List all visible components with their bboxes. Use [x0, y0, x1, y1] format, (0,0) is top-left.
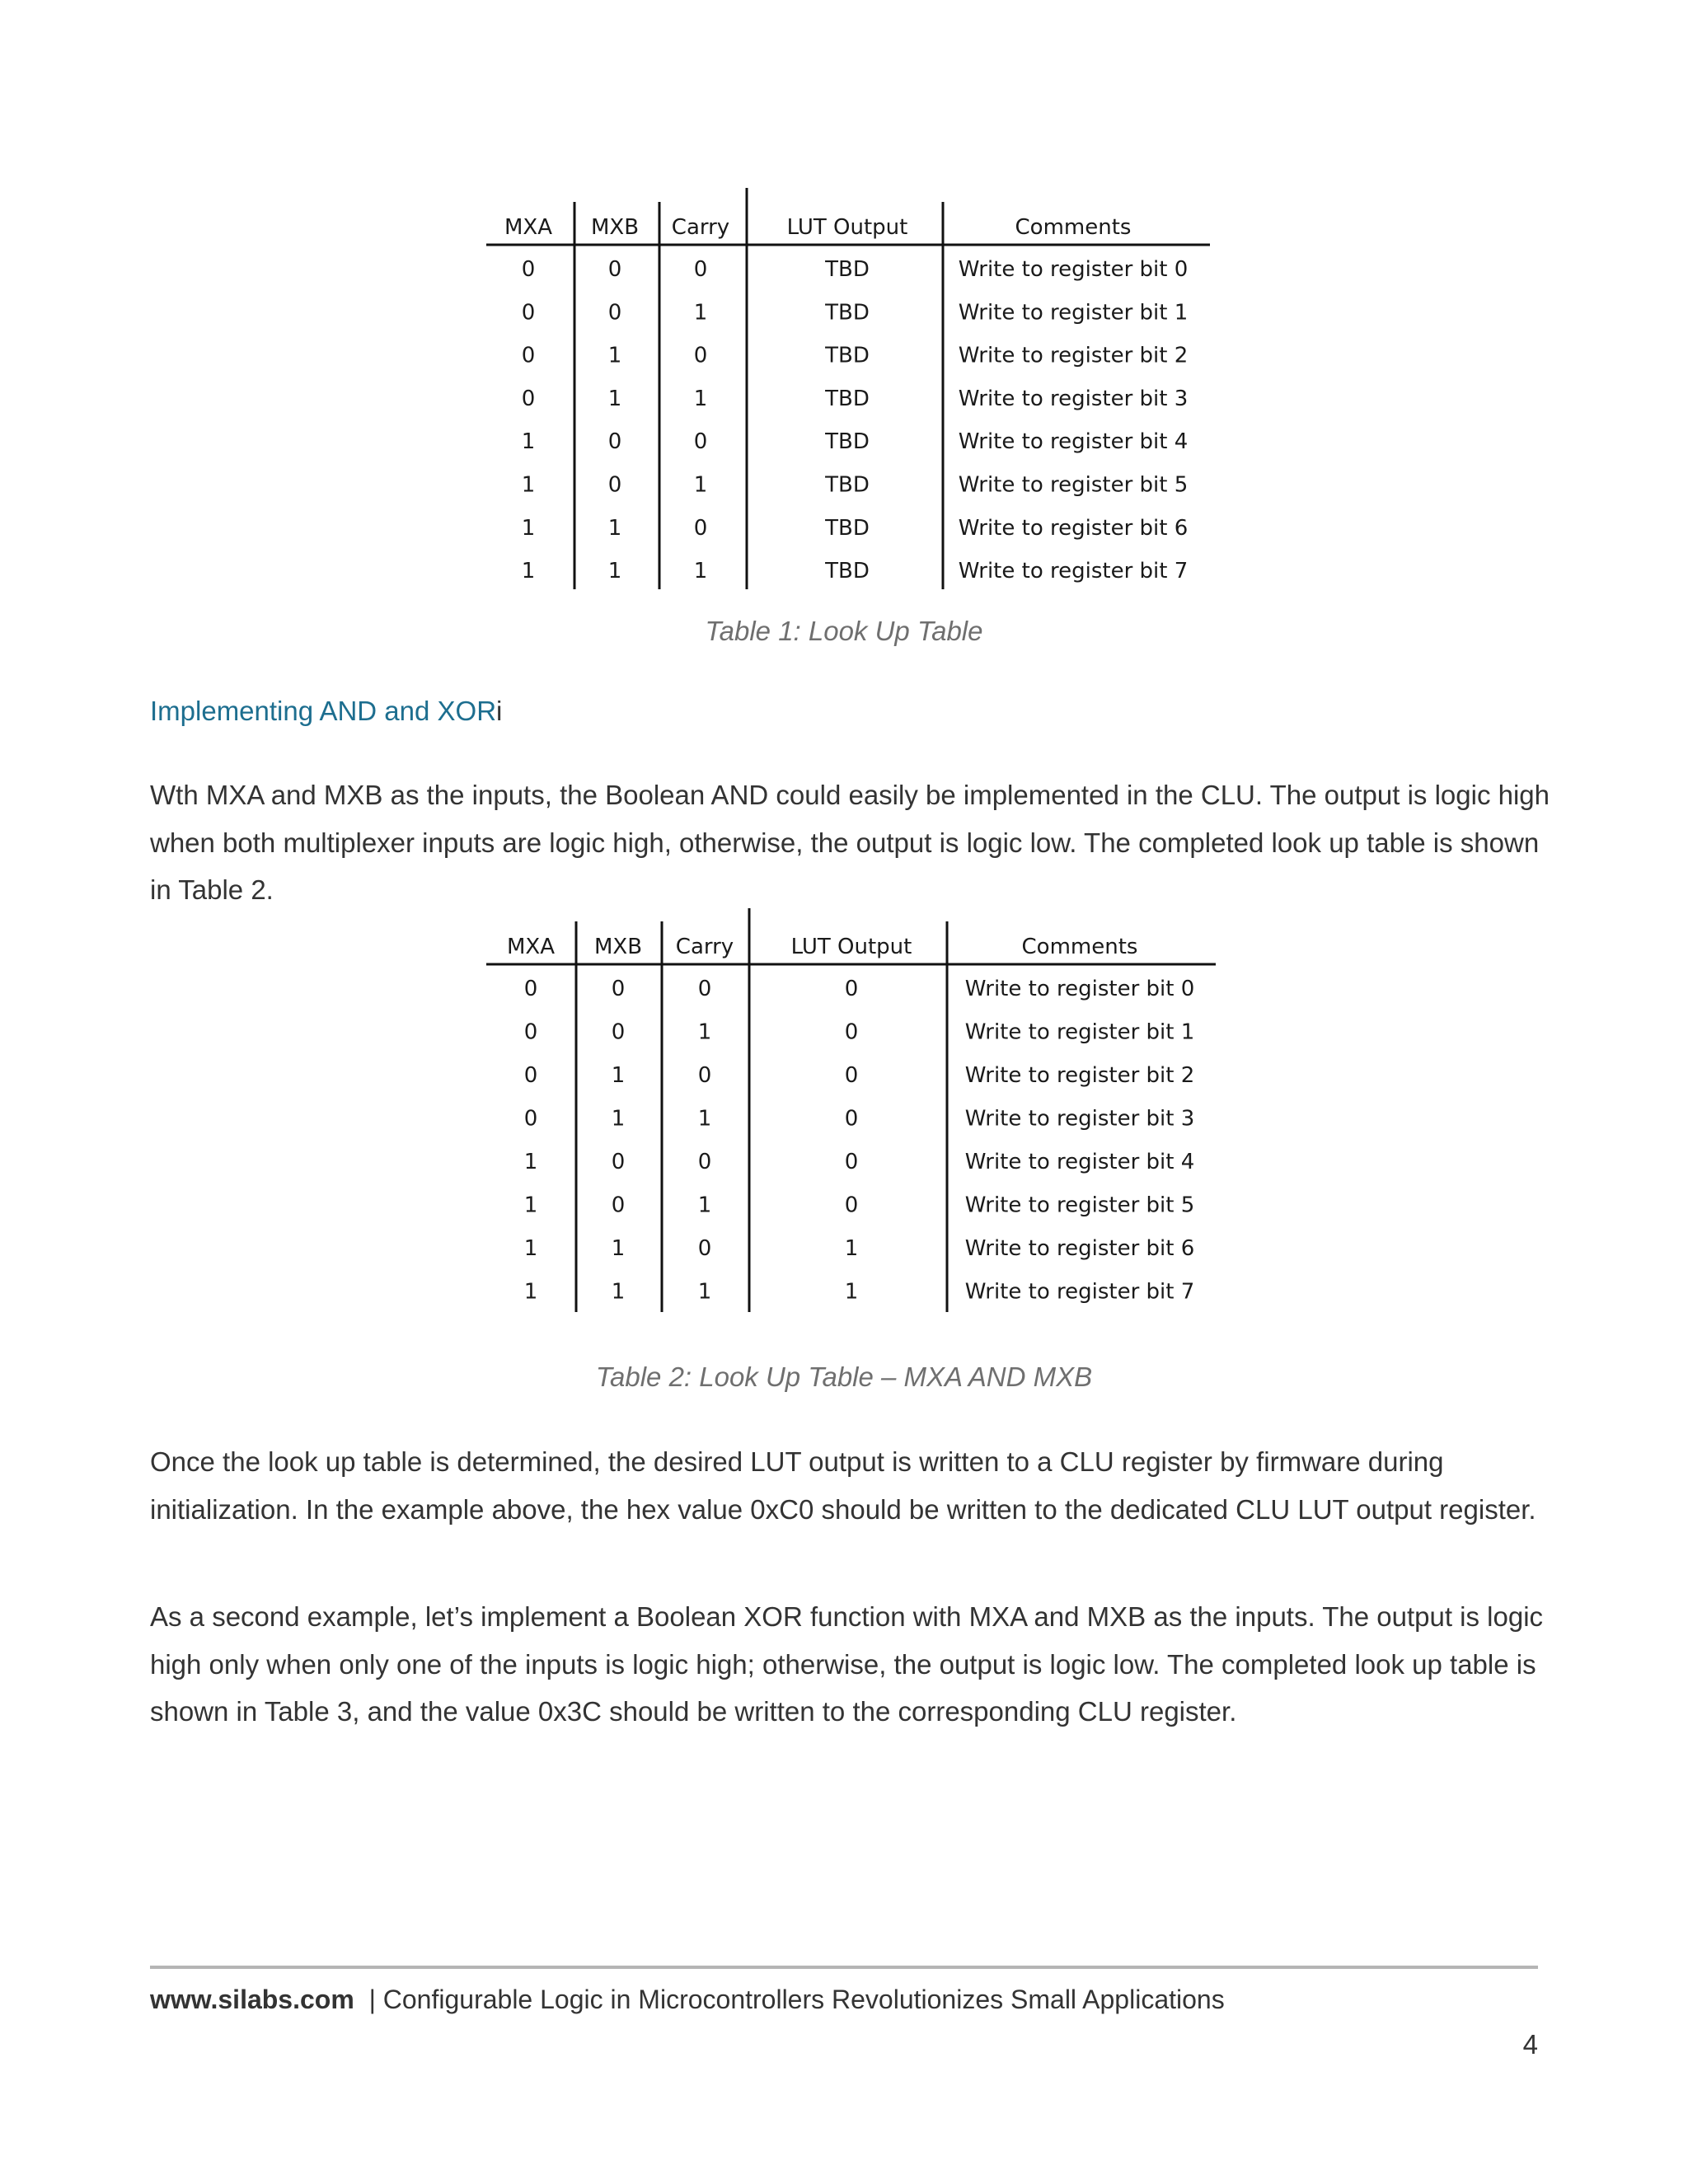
- table-1-caption: Table 1: Look Up Table: [705, 616, 983, 646]
- table-cell: 1: [521, 429, 536, 455]
- table-cell: Write to register bit 1: [964, 1019, 1195, 1045]
- table-header-cell: Carry: [671, 215, 730, 240]
- table-cell: 0: [697, 977, 712, 1001]
- table-cell: Write to register bit 0: [964, 977, 1195, 1001]
- table-cell: 1: [611, 1106, 626, 1132]
- table-cell: 1: [844, 1279, 859, 1305]
- table-cell: Write to register bit 2: [958, 343, 1189, 368]
- table-header-cell: Carry: [675, 935, 734, 959]
- table-cell: TBD: [825, 386, 870, 411]
- table-cell: 1: [693, 472, 708, 498]
- table-cell: 0: [697, 1063, 712, 1088]
- table-cell: 1: [697, 1193, 712, 1218]
- table-cell: 0: [521, 343, 536, 368]
- table-cell: 0: [523, 1019, 538, 1045]
- table-cell: 0: [521, 386, 536, 411]
- table-cell: 0: [611, 1019, 626, 1045]
- table-cell: TBD: [825, 515, 870, 541]
- table-cell: 0: [607, 429, 622, 455]
- table-cell: 0: [844, 977, 859, 1001]
- section-heading-tail: i: [496, 696, 503, 726]
- table-header-cell: LUT Output: [790, 935, 912, 959]
- table-cell: Write to register bit 5: [958, 472, 1189, 498]
- table-cell: 1: [844, 1236, 859, 1261]
- table-cell: 0: [844, 1063, 859, 1088]
- table-cell: TBD: [825, 257, 870, 282]
- table-cell: 1: [607, 559, 622, 584]
- table-cell: 0: [523, 1063, 538, 1088]
- table-cell: 1: [607, 343, 622, 368]
- table-cell: 1: [523, 1150, 538, 1174]
- table-cell: 0: [611, 1193, 626, 1218]
- page-number: 4: [1522, 2029, 1538, 2060]
- table-cell: 1: [611, 1279, 626, 1305]
- lookup-table-2: [486, 908, 1216, 1312]
- table-cell: Write to register bit 2: [964, 1063, 1195, 1088]
- table-cell: 0: [693, 257, 708, 282]
- table-cell: 1: [693, 386, 708, 411]
- table-cell: Write to register bit 7: [958, 559, 1189, 584]
- table-cell: 1: [523, 1279, 538, 1305]
- table-cell: 0: [521, 257, 536, 282]
- table-cell: 0: [693, 429, 708, 455]
- table-cell: 0: [523, 1106, 538, 1132]
- table-cell: 1: [523, 1236, 538, 1261]
- table-cell: 1: [607, 386, 622, 411]
- table-cell: 0: [693, 515, 708, 541]
- table-cell: 0: [697, 1236, 712, 1261]
- table-header-cell: MXB: [593, 935, 643, 959]
- table-cell: 0: [844, 1019, 859, 1045]
- table-cell: 0: [607, 257, 622, 282]
- table-cell: 1: [697, 1279, 712, 1305]
- footer-line: [150, 1985, 1225, 2015]
- table-cell: Write to register bit 0: [958, 257, 1189, 282]
- table-cell: 0: [523, 977, 538, 1001]
- table-cell: 0: [611, 1150, 626, 1174]
- section-heading-text: Implementing AND and XOR: [150, 696, 497, 726]
- table-cell: TBD: [825, 559, 870, 584]
- table-header-cell: MXA: [504, 215, 553, 240]
- table-cell: 1: [521, 472, 536, 498]
- table-cell: 0: [693, 343, 708, 368]
- table-cell: 1: [697, 1019, 712, 1045]
- table-header-cell: LUT Output: [786, 215, 908, 240]
- table-cell: Write to register bit 4: [964, 1150, 1195, 1174]
- table-cell: 1: [521, 559, 536, 584]
- table-cell: 1: [521, 515, 536, 541]
- table-cell: TBD: [825, 429, 870, 455]
- table-cell: Write to register bit 3: [958, 386, 1189, 411]
- table-cell: 0: [844, 1150, 859, 1174]
- footer-separator: |: [368, 1985, 376, 2014]
- table-header-cell: Comments: [1021, 935, 1138, 959]
- table-cell: TBD: [825, 300, 870, 326]
- table-header-cell: MXA: [506, 935, 556, 959]
- footer-divider: [150, 1966, 1538, 1969]
- paragraph-xor-example: As a second example, let’s implement a Boolean XOR function with MXA and MXB as the inputs. The output is logic high only when only one of the inputs is logic high; otherwise, the output is logic low. The completed look up table is shown in Table 3, and the value 0x3C should be written to the corresponding CLU register.: [150, 1601, 1544, 1727]
- table-cell: 1: [611, 1236, 626, 1261]
- table-cell: 0: [844, 1106, 859, 1132]
- table-cell: 1: [693, 559, 708, 584]
- table-cell: Write to register bit 6: [958, 515, 1189, 541]
- footer-website: www.silabs.com: [150, 1985, 354, 2014]
- table-header-cell: MXB: [590, 215, 640, 240]
- table-cell: Write to register bit 4: [958, 429, 1189, 455]
- table-cell: Write to register bit 5: [964, 1193, 1195, 1218]
- table-cell: 0: [521, 300, 536, 326]
- table-cell: 0: [611, 977, 626, 1001]
- table-2-caption: Table 2: Look Up Table – MXA AND MXB: [595, 1361, 1093, 1392]
- paragraph-lut-init: Once the look up table is determined, the desired LUT output is written to a CLU register by firmware during initialization. In the example above, the hex value 0xC0 should be written to the dedicated CLU LUT output register.: [150, 1446, 1536, 1525]
- table-cell: 0: [607, 300, 622, 326]
- table-cell: Write to register bit 7: [964, 1279, 1195, 1305]
- table-cell: Write to register bit 1: [958, 300, 1189, 326]
- table-cell: 0: [607, 472, 622, 498]
- table-cell: 1: [523, 1193, 538, 1218]
- table-cell: TBD: [825, 472, 870, 498]
- table-cell: 1: [697, 1106, 712, 1132]
- table-cell: 1: [611, 1063, 626, 1088]
- paragraph-and-intro: Wth MXA and MXB as the inputs, the Boolean AND could easily be implemented in the CLU. The output is logic high when both multiplexer inputs are logic high, otherwise, the output is logic low. The completed look up table is shown in Table 2.: [150, 780, 1550, 905]
- table-cell: 1: [693, 300, 708, 326]
- table-cell: TBD: [825, 343, 870, 368]
- table-cell: Write to register bit 6: [964, 1236, 1195, 1261]
- footer-doc-title: Configurable Logic in Microcontrollers Revolutionizes Small Applications: [382, 1985, 1225, 2014]
- table-cell: 0: [697, 1150, 712, 1174]
- table-cell: Write to register bit 3: [964, 1106, 1195, 1132]
- table-cell: 0: [844, 1193, 859, 1218]
- section-heading: [150, 696, 502, 727]
- table-header-cell: Comments: [1015, 215, 1132, 240]
- table-cell: 1: [607, 515, 622, 541]
- lookup-table-1: [486, 188, 1210, 589]
